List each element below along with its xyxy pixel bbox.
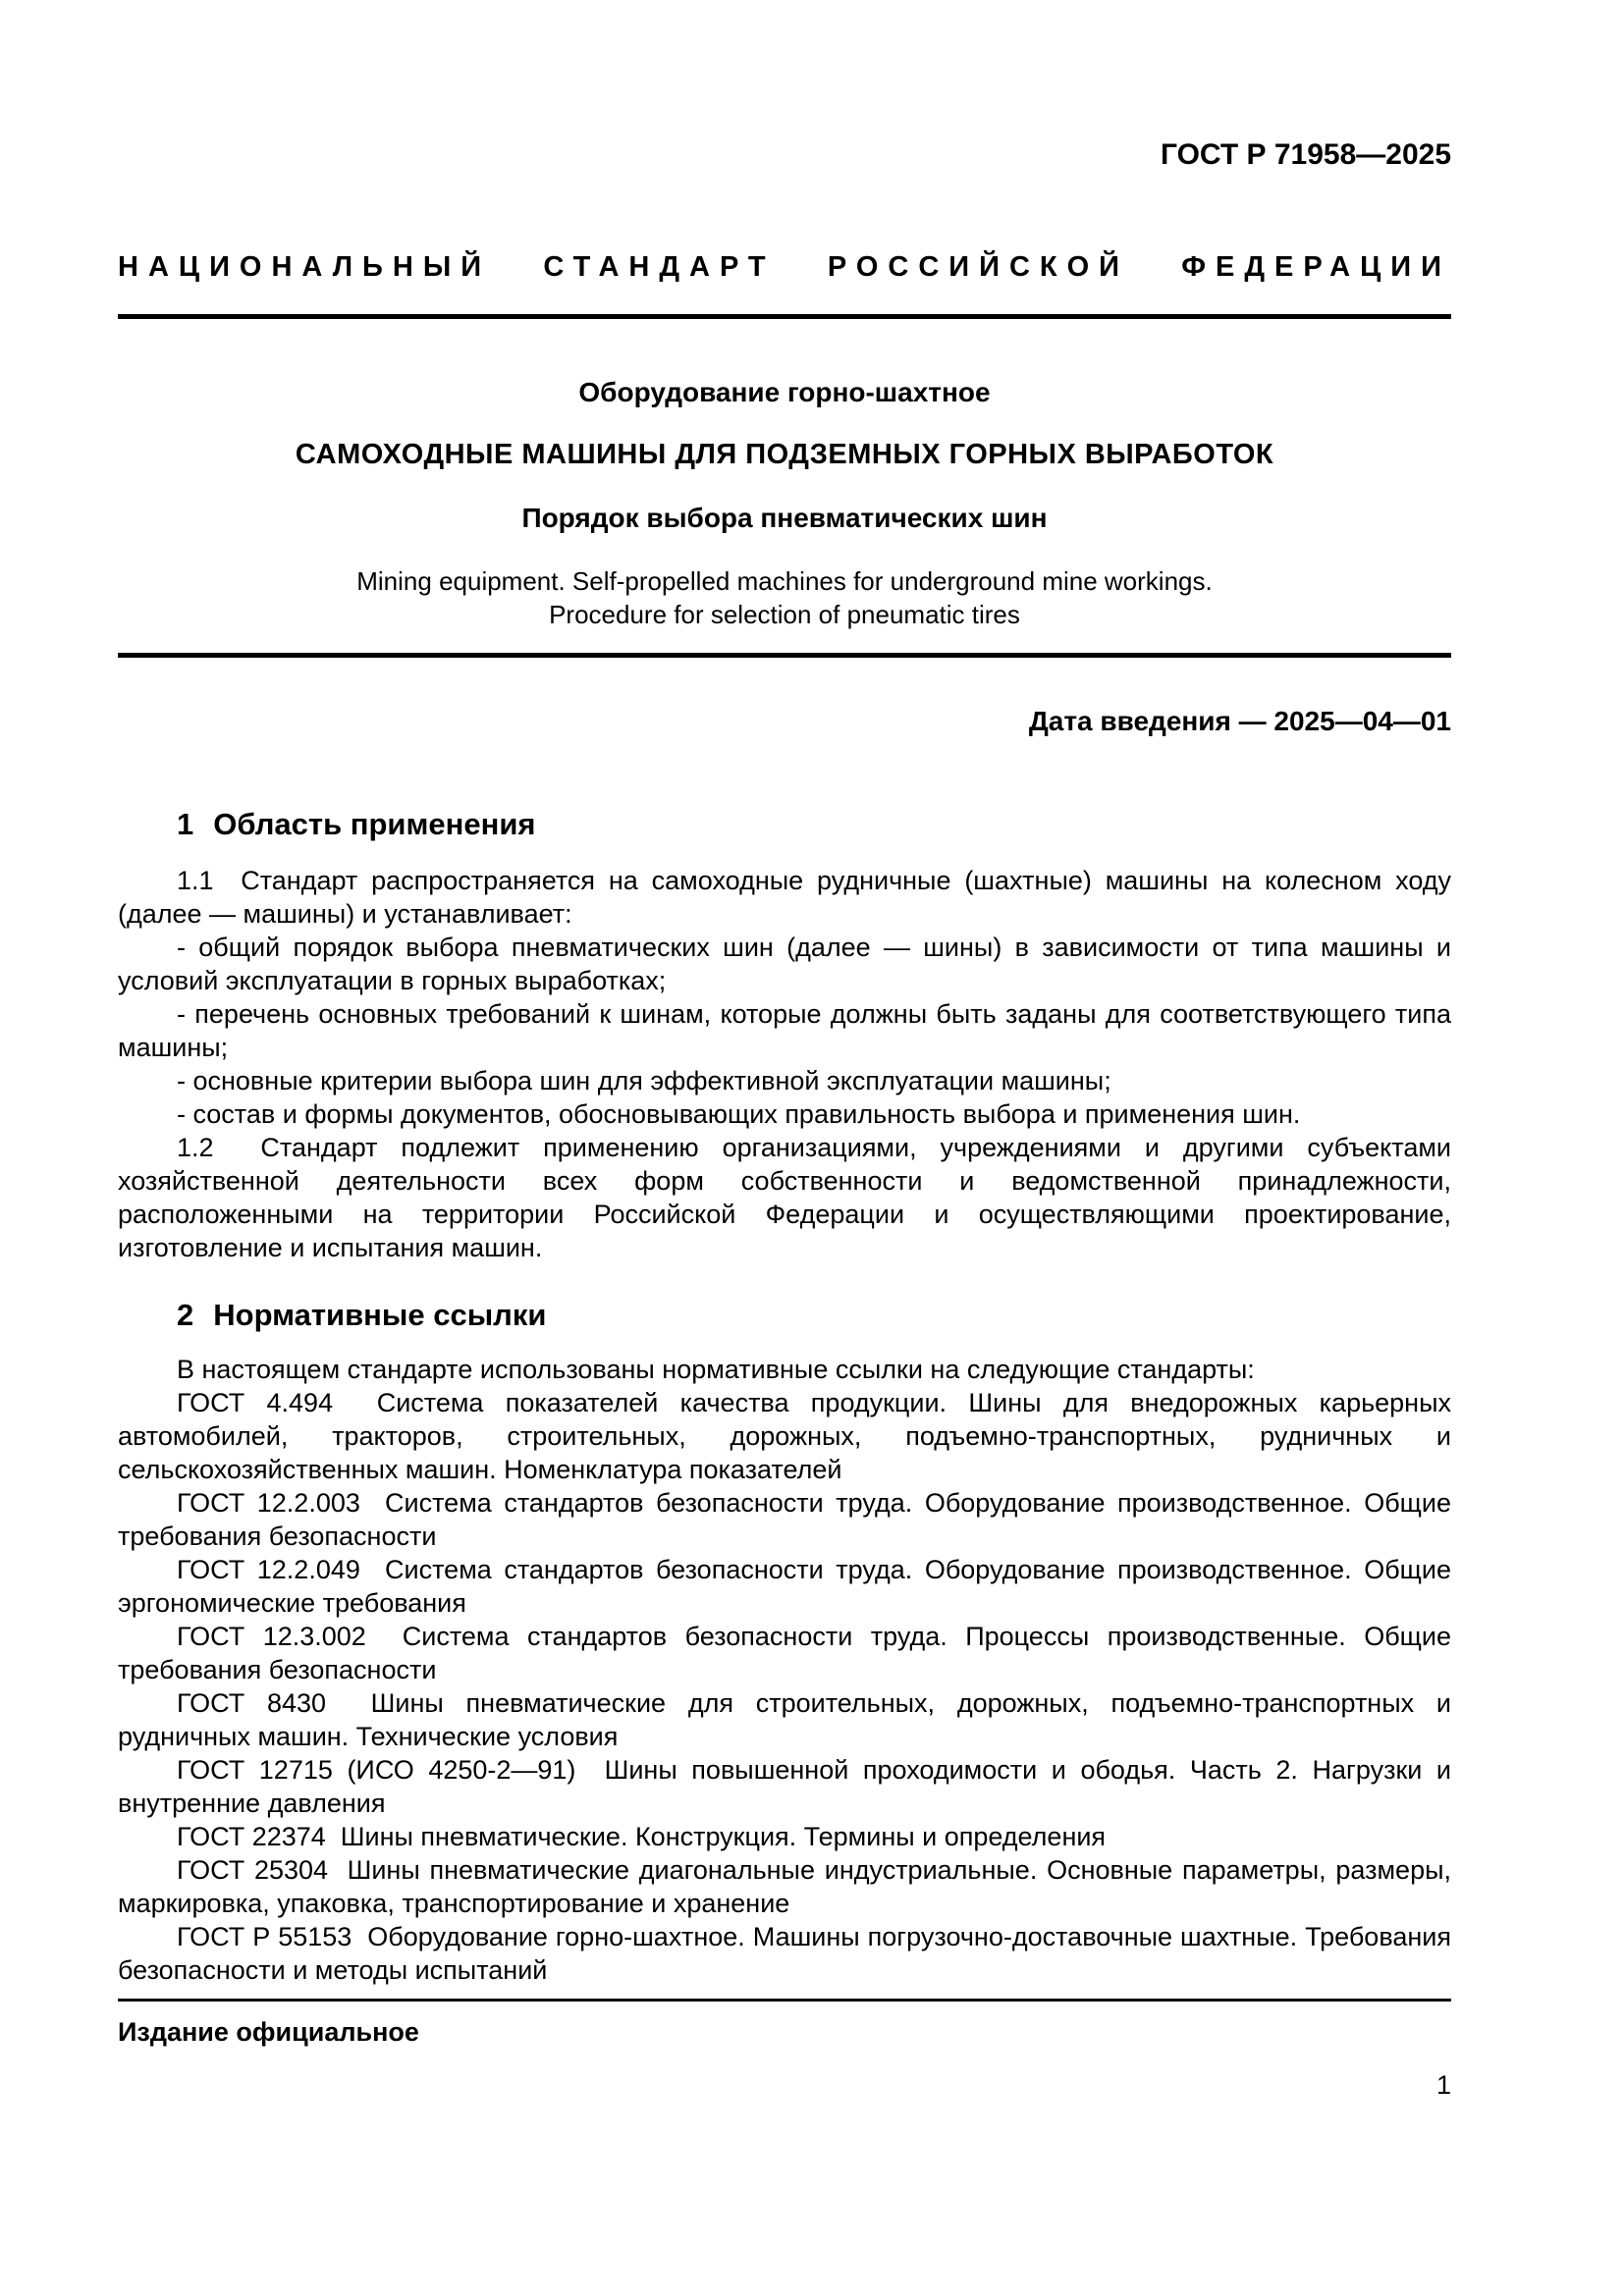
- paragraph: 1.2 Стандарт подлежит применению организациями, учреждениями и другими субъектами хозяйственной деятельности всех форм собственности и ведомственной принадлежности, расположенными на территории Российской Федерации и осуществляющими проектирование, изготовление и испытания машин.: [118, 1133, 1451, 1262]
- reference-paragraph: ГОСТ 12.3.002 Система стандартов безопасности труда. Процессы производственные. Общие требования безопасности: [118, 1622, 1451, 1684]
- english-title-line2: Procedure for selection of pneumatic tires: [549, 600, 1020, 629]
- reference-paragraph: ГОСТ 8430 Шины пневматические для строительных, дорожных, подъемно-транспортных и рудничных машин. Технические условия: [118, 1688, 1451, 1751]
- page-number: 1: [1435, 2070, 1451, 2100]
- section-heading-scope: [118, 803, 1451, 846]
- paragraph: В настоящем стандарте использованы нормативные ссылки на следующие стандарты:: [177, 1355, 1255, 1384]
- official-edition-label: Издание официальное: [118, 2017, 419, 2047]
- paragraph: - основные критерии выбора шин для эффективной эксплуатации машины;: [177, 1066, 1111, 1095]
- section-title: Нормативные ссылки: [213, 1298, 547, 1332]
- introduction-date: Дата введения — 2025—04—01: [1028, 706, 1451, 736]
- section-title: Область применения: [213, 807, 536, 841]
- reference-paragraph: ГОСТ 22374 Шины пневматические. Конструкция. Термины и определения: [177, 1822, 1107, 1851]
- paragraph: - перечень основных требований к шинам, которые должны быть заданы для соответствующего типа машины;: [118, 999, 1451, 1062]
- standard-main-title: САМОХОДНЫЕ МАШИНЫ ДЛЯ ПОДЗЕМНЫХ ГОРНЫХ ВЫРАБОТОК: [295, 439, 1274, 470]
- doc-number: ГОСТ Р 71958—2025: [1160, 138, 1451, 171]
- reference-paragraph: ГОСТ 25304 Шины пневматические диагональные индустриальные. Основные параметры, размеры, маркировка, упаковка, транспортирование и хранение: [118, 1855, 1451, 1918]
- footer-divider: [118, 1999, 1451, 2002]
- page-footer: [118, 1999, 1451, 2102]
- reference-paragraph: ГОСТ 4.494 Система показателей качества продукции. Шины для внедорожных карьерных автомобилей, тракторов, строительных, дорожных, подъемно-транспортных, рудничных и сельскохозяйственных машин. Номенклатура показателей: [118, 1388, 1451, 1484]
- section-number: 1: [177, 807, 194, 841]
- section-heading-normative-references: [118, 1294, 1451, 1337]
- divider-title: [118, 653, 1451, 658]
- paragraph: - общий порядок выбора пневматических шин (далее — шины) в зависимости от типа машины и условий эксплуатации в горных выработках;: [118, 933, 1451, 995]
- english-title-block: [118, 564, 1451, 631]
- reference-paragraph: ГОСТ 12.2.003 Система стандартов безопасности труда. Оборудование производственное. Общие требования безопасности: [118, 1488, 1451, 1551]
- standard-type-banner: НАЦИОНАЛЬНЫЙ СТАНДАРТ РОССИЙСКОЙ ФЕДЕРАЦИИ: [118, 251, 1451, 283]
- reference-paragraph: ГОСТ 12.2.049 Система стандартов безопасности труда. Оборудование производственное. Общие эргономические требования: [118, 1555, 1451, 1618]
- standard-subtitle: Порядок выбора пневматических шин: [521, 503, 1048, 533]
- reference-paragraph: ГОСТ Р 55153 Оборудование горно-шахтное. Машины погрузочно-доставочные шахтные. Требования безопасности и методы испытаний: [118, 1922, 1451, 1985]
- english-title-line1: Mining equipment. Self-propelled machines for underground mine workings.: [356, 566, 1213, 596]
- paragraph: - состав и формы документов, обосновывающих правильность выбора и применения шин.: [177, 1099, 1301, 1129]
- paragraph: 1.1 Стандарт распространяется на самоходные рудничные (шахтные) машины на колесном ходу (далее — машины) и устанавливает:: [118, 866, 1451, 929]
- equipment-group-title: Оборудование горно-шахтное: [578, 377, 991, 407]
- divider-top: [118, 314, 1451, 319]
- section-number: 2: [177, 1298, 194, 1332]
- reference-paragraph: ГОСТ 12715 (ИСО 4250-2—91) Шины повышенной проходимости и ободья. Часть 2. Нагрузки и внутренние давления: [118, 1755, 1451, 1818]
